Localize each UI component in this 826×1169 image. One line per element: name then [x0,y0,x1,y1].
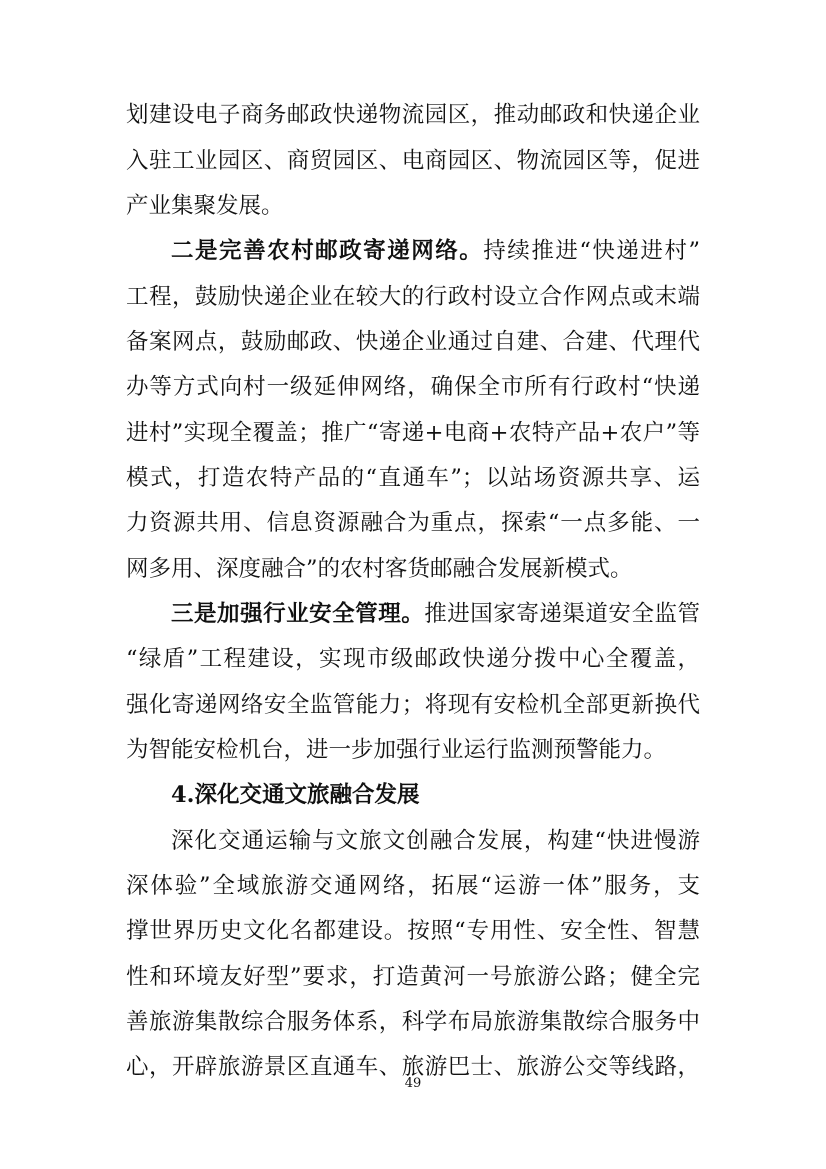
paragraph-line: 深体验”全域旅游交通网络，拓展“运游一体”服务，支 [126,873,700,899]
paragraph-line: 模式，打造农特产品的“直通车”；以站场资源共享、运 [126,465,700,491]
paragraph-line: 办等方式向村一级延伸网络，确保全市所有行政村“快递 [126,374,700,400]
paragraph-line: 工程，鼓励快递企业在较大的行政村设立合作网点或末端 [126,284,700,310]
paragraph-line: 善旅游集散综合服务体系，科学布局旅游集散综合服务中 [126,1009,700,1035]
paragraph-line: 划建设电子商务邮政快递物流园区，推动邮政和快递企业 [126,102,700,128]
paragraph-line: 力资源共用、信息资源融合为重点，探索“一点多能、一 [126,510,700,536]
section-lead: 二是完善农村邮政寄递网络。 [171,238,484,264]
paragraph-line: 为智能安检机台，进一步加强行业运行监测预警能力。 [126,737,667,763]
page-number: 49 [404,1076,422,1091]
section-lead: 三是加强行业安全管理。 [171,601,425,627]
paragraph-text: 持续推进“快递进村” [483,238,700,264]
paragraph-line: 网多用、深度融合”的农村客货邮融合发展新模式。 [126,556,633,582]
section-heading: 4.深化交通文旅融合发展 [171,782,420,808]
paragraph-line [171,596,700,632]
paragraph-line: 产业集聚发展。 [126,193,284,219]
paragraph-line: 心，开辟旅游景区直通车、旅游巴士、旅游公交等线路， [126,1054,700,1080]
paragraph-line: “绿盾”工程建设，实现市级邮政快递分拨中心全覆盖， [126,646,700,672]
paragraph-line: 备案网点，鼓励邮政、快递企业通过自建、合建、代理代 [126,329,700,355]
paragraph-line: 撑世界历史文化名都建设。按照“专用性、安全性、智慧 [126,918,700,944]
paragraph-text: 推进国家寄递渠道安全监管 [424,601,700,627]
paragraph-line [171,233,700,269]
paragraph-line: 强化寄递网络安全监管能力；将现有安检机全部更新换代 [126,692,700,718]
paragraph-line: 入驻工业园区、商贸园区、电商园区、物流园区等，促进 [126,148,700,174]
paragraph-line: 进村”实现全覆盖；推广“寄递+电商+农特产品+农户”等 [126,420,700,446]
paragraph-line: 深化交通运输与文旅文创融合发展，构建“快进慢游 [171,828,700,854]
paragraph-line: 性和环境友好型”要求，打造黄河一号旅游公路；健全完 [126,964,700,990]
